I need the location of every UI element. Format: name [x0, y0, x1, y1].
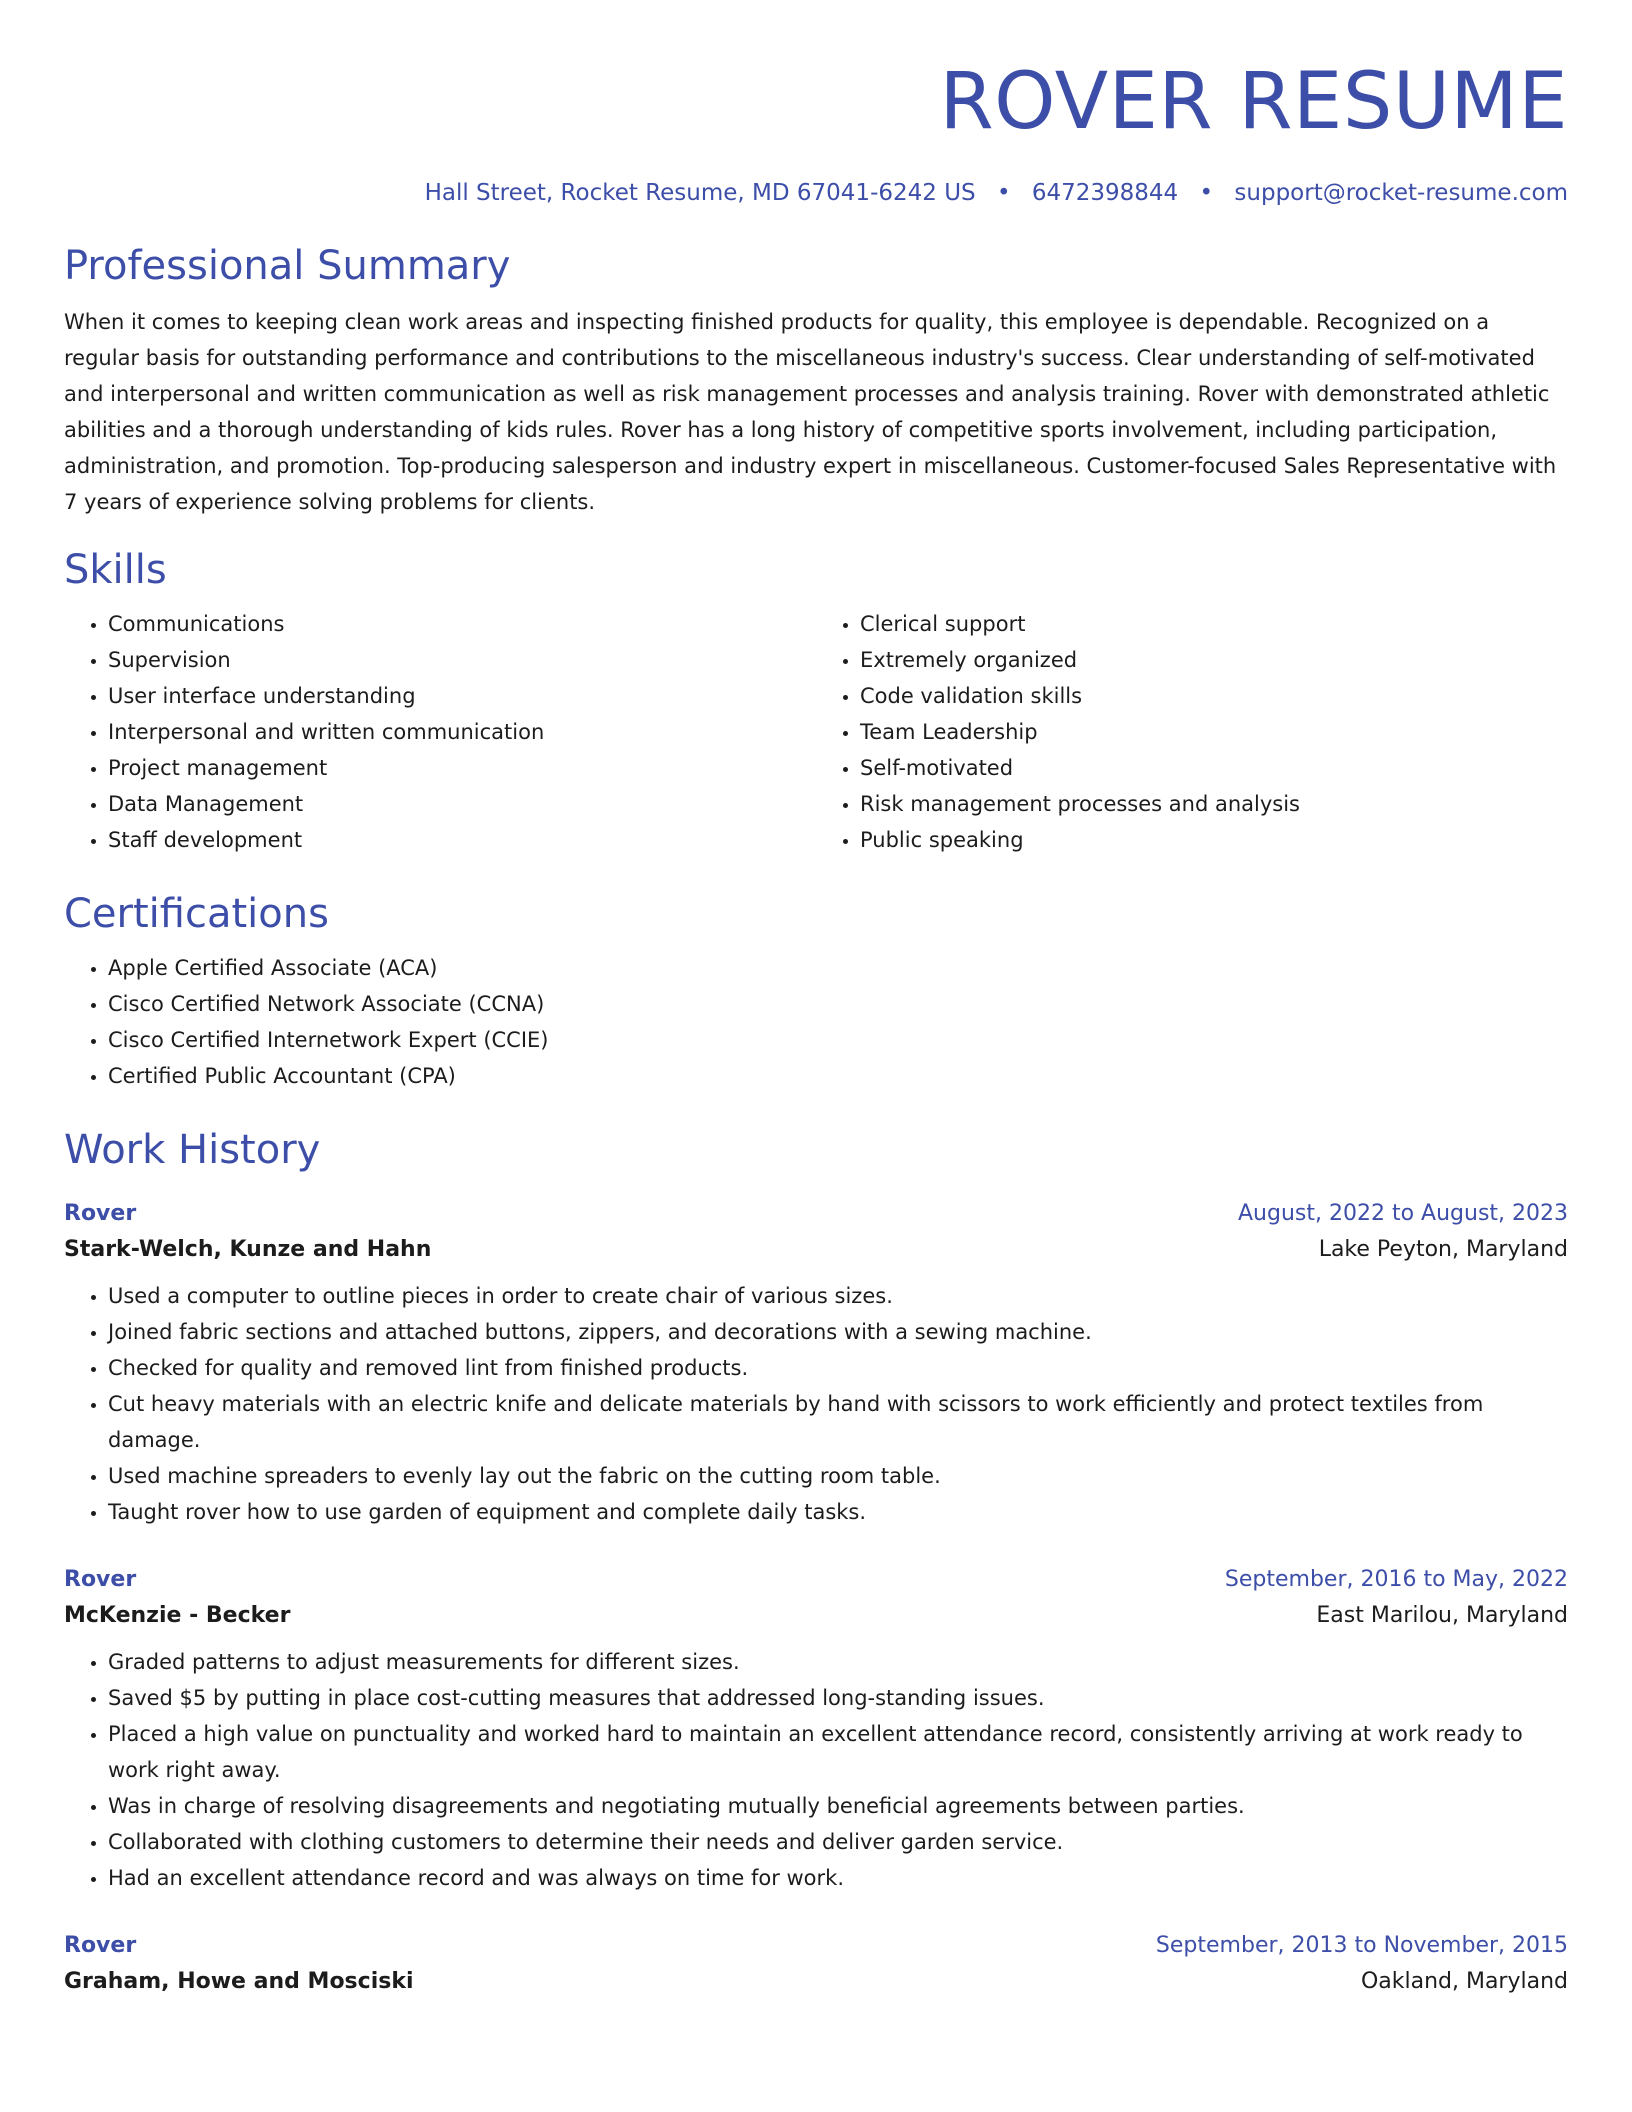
job-dates: September, 2013 to November, 2015 — [1155, 1933, 1568, 1958]
skills-column-left — [64, 606, 816, 858]
skill-item: • Supervision — [108, 642, 816, 678]
job-header-row — [64, 1930, 1568, 1962]
job-duty-item: • Was in charge of resolving disagreements and negotiating mutually beneficial agreements between parties. — [108, 1788, 1568, 1824]
contact-separator: • — [1199, 180, 1214, 206]
certification-item: • Cisco Certified Network Associate (CCNA) — [108, 986, 1568, 1022]
job-duty-item: • Saved $5 by putting in place cost-cutting measures that addressed long-standing issues. — [108, 1680, 1568, 1716]
job-entry — [64, 1930, 1568, 2002]
skill-item: • Code validation skills — [860, 678, 1568, 714]
job-duty-item: • Cut heavy materials with an electric knife and delicate materials by hand with scissors to work efficiently and protect textiles from damage. — [108, 1386, 1568, 1458]
job-duty-item: • Used machine spreaders to evenly lay out the fabric on the cutting room table. — [108, 1458, 1568, 1494]
certification-item: • Apple Certified Associate (ACA) — [108, 950, 1568, 986]
job-title: Rover — [64, 1567, 137, 1592]
job-title: Rover — [64, 1933, 137, 1958]
job-header-row — [64, 1198, 1568, 1230]
job-duty-item: • Collaborated with clothing customers to determine their needs and deliver garden service. — [108, 1824, 1568, 1860]
contact-line — [64, 178, 1568, 208]
job-dates: September, 2016 to May, 2022 — [1224, 1567, 1568, 1592]
job-location: Oakland, Maryland — [1360, 1969, 1568, 1994]
job-dates: August, 2022 to August, 2023 — [1238, 1201, 1568, 1226]
job-company-row — [64, 1230, 1568, 1270]
job-company: Graham, Howe and Mosciski — [64, 1969, 414, 1994]
skill-item: • Interpersonal and written communication — [108, 714, 816, 750]
job-company: McKenzie - Becker — [64, 1603, 291, 1628]
job-company-row — [64, 1596, 1568, 1636]
skill-item: • Clerical support — [860, 606, 1568, 642]
skill-item: • Public speaking — [860, 822, 1568, 858]
job-title: Rover — [64, 1201, 137, 1226]
job-location: East Marilou, Maryland — [1316, 1603, 1568, 1628]
skill-item: • Self-motivated — [860, 750, 1568, 786]
certifications-list — [64, 950, 1568, 1094]
section-title-summary: Professional Summary — [64, 243, 511, 289]
section-title-skills: Skills — [64, 547, 167, 593]
job-duty-item: • Joined fabric sections and attached buttons, zippers, and decorations with a sewing machine. — [108, 1314, 1568, 1350]
job-duties-list — [64, 1278, 1568, 1530]
section-title-certifications: Certifications — [64, 891, 329, 937]
job-company: Stark-Welch, Kunze and Hahn — [64, 1237, 432, 1262]
contact-separator: • — [996, 180, 1011, 206]
contact-address: Hall Street, Rocket Resume, MD 67041-6242 US — [424, 180, 976, 206]
certification-item: • Certified Public Accountant (CPA) — [108, 1058, 1568, 1094]
contact-phone: 6472398844 — [1031, 180, 1179, 206]
skill-item: • Risk management processes and analysis — [860, 786, 1568, 822]
job-duty-item: • Had an excellent attendance record and was always on time for work. — [108, 1860, 1568, 1896]
skill-item: • Communications — [108, 606, 816, 642]
job-duty-item: • Placed a high value on punctuality and worked hard to maintain an excellent attendance record, consistently arriving at work ready to work right away. — [108, 1716, 1568, 1788]
job-duties-list — [64, 1644, 1568, 1896]
job-entry — [64, 1198, 1568, 1530]
job-entry — [64, 1564, 1568, 1896]
summary-text: When it comes to keeping clean work areas and inspecting finished products for quality, this employee is dependable. Recognized on a regular basis for outstanding performance and contributions to the miscellaneous industry's success. Clear understanding of self-motivated and interpersonal and written communication as well as risk management processes and analysis training. Rover with demonstrated athletic abilities and a thorough understanding of kids rules. Rover has a long history of competitive sports involvement, including participation, administration, and promotion. Top-producing salesperson and industry expert in miscellaneous. Customer-focused Sales Representative with 7 years of experience solving problems for clients. — [64, 310, 1557, 514]
skill-item: • Data Management — [108, 786, 816, 822]
skill-item: • User interface understanding — [108, 678, 816, 714]
resume-name: ROVER RESUME — [939, 57, 1568, 147]
section-title-work-history: Work History — [64, 1127, 321, 1173]
skill-item: • Staff development — [108, 822, 816, 858]
job-company-row — [64, 1962, 1568, 2002]
job-duty-item: • Taught rover how to use garden of equipment and complete daily tasks. — [108, 1494, 1568, 1530]
skills-grid — [64, 606, 1568, 858]
contact-email: support@rocket-resume.com — [1234, 180, 1568, 206]
skill-item: • Team Leadership — [860, 714, 1568, 750]
job-location: Lake Peyton, Maryland — [1318, 1237, 1568, 1262]
skill-item: • Extremely organized — [860, 642, 1568, 678]
job-duty-item: • Graded patterns to adjust measurements for different sizes. — [108, 1644, 1568, 1680]
skill-item: • Project management — [108, 750, 816, 786]
skills-column-right — [816, 606, 1568, 858]
job-duty-item: • Used a computer to outline pieces in order to create chair of various sizes. — [108, 1278, 1568, 1314]
certification-item: • Cisco Certified Internetwork Expert (CCIE) — [108, 1022, 1568, 1058]
job-duty-item: • Checked for quality and removed lint from finished products. — [108, 1350, 1568, 1386]
job-header-row — [64, 1564, 1568, 1596]
